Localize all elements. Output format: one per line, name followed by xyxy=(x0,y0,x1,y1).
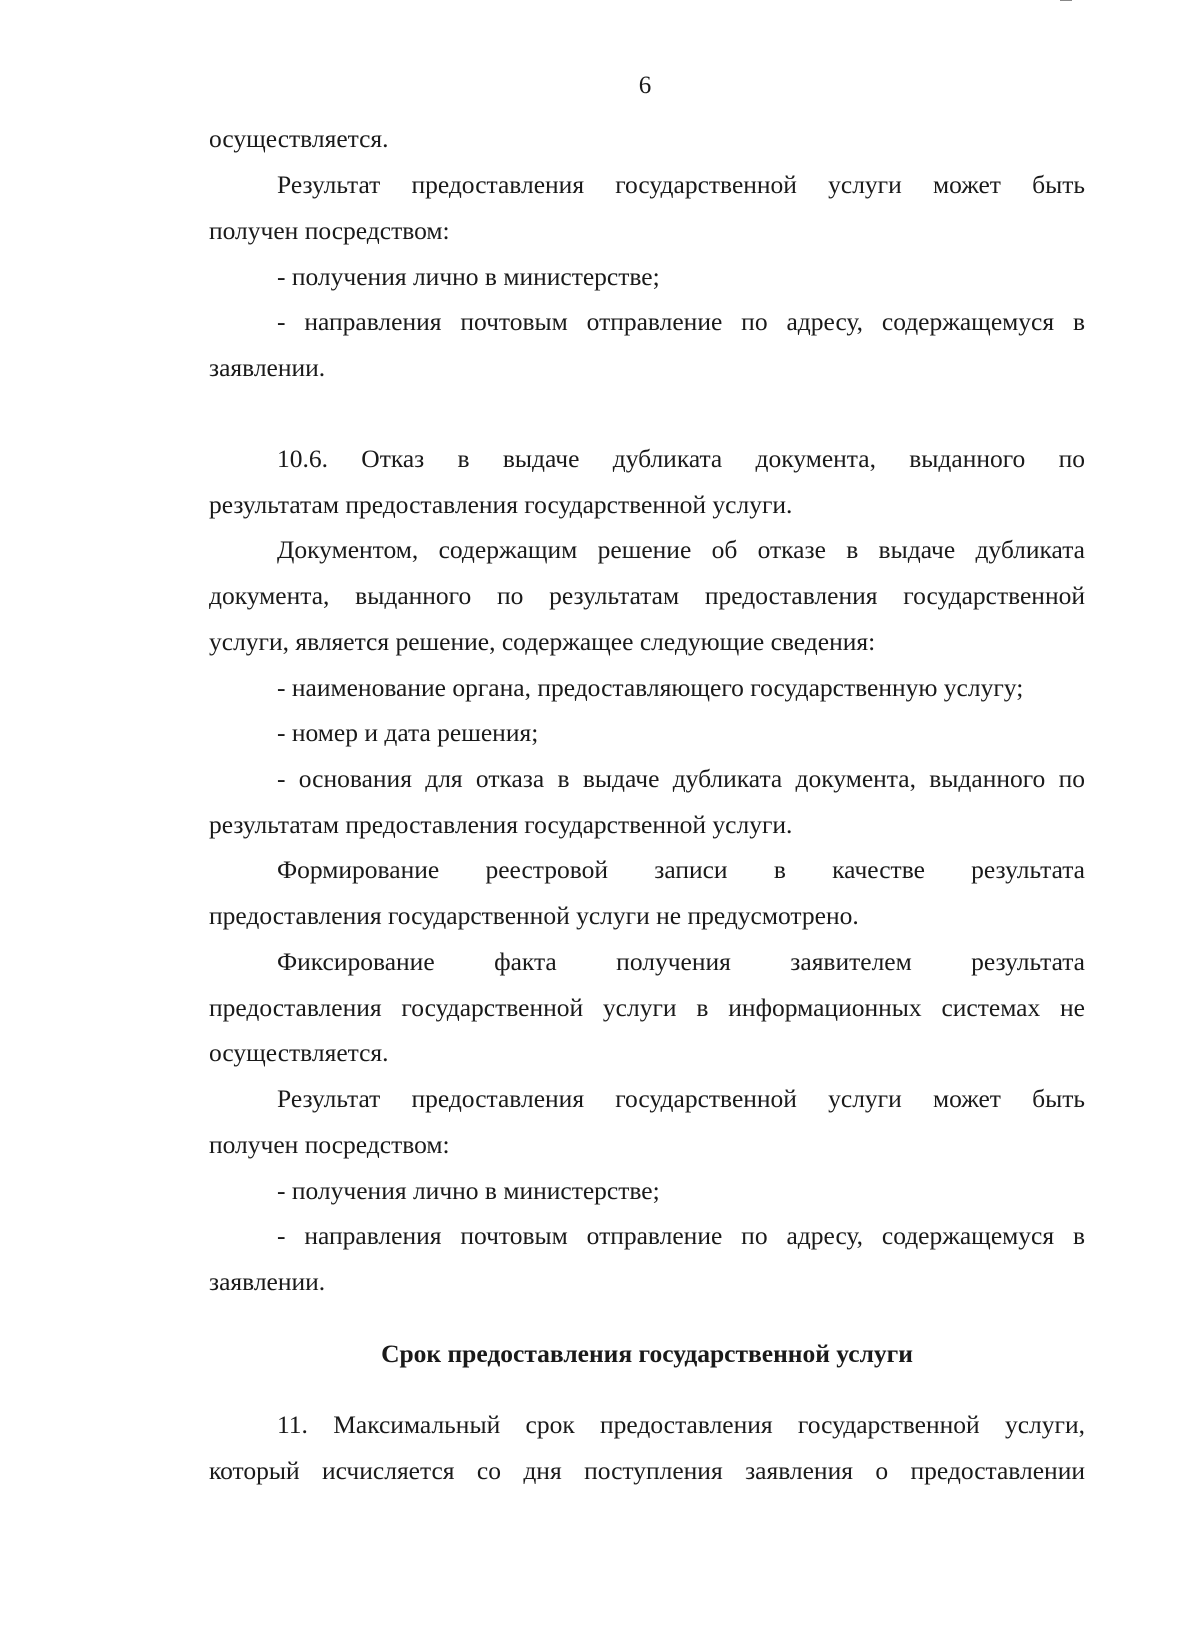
text-line: получен посредством: xyxy=(209,216,450,245)
scan-mark xyxy=(1060,0,1072,1)
list-item: - направления почтовым отправление по адресу, содержащемуся в xyxy=(277,307,1085,336)
list-item: - номер и дата решения; xyxy=(277,718,539,747)
list-item: - направления почтовым отправление по адресу, содержащемуся в xyxy=(277,1221,1085,1250)
text-line: заявлении. xyxy=(209,353,326,382)
list-item: - получения лично в министерстве; xyxy=(277,262,660,291)
text-line: осуществляется. xyxy=(209,1038,389,1067)
list-item: - получения лично в министерстве; xyxy=(277,1176,660,1205)
text-line: Результат предоставления государственной услуги может быть xyxy=(277,1084,1085,1113)
text-line: заявлении. xyxy=(209,1267,326,1296)
text-line: получен посредством: xyxy=(209,1130,450,1159)
list-item: - наименование органа, предоставляющего государственную услугу; xyxy=(277,673,1024,702)
page-number: 6 xyxy=(638,72,652,99)
text-line: Фиксирование факта получения заявителем результата xyxy=(277,947,1085,976)
text-line: услуги, является решение, содержащее следующие сведения: xyxy=(209,627,876,656)
text-line: результатам предоставления государственной услуги. xyxy=(209,810,793,839)
text-line: предоставления государственной услуги не предусмотрено. xyxy=(209,901,859,930)
text-line: документа, выданного по результатам предоставления государственной xyxy=(209,581,1085,610)
text-line: осуществляется. xyxy=(209,124,389,153)
text-line: который исчисляется со дня поступления заявления о предоставлении xyxy=(209,1456,1085,1485)
text-line: 11. Максимальный срок предоставления государственной услуги, xyxy=(277,1410,1085,1439)
section-heading-10-6: 10.6. Отказ в выдаче дубликата документа, выданного по xyxy=(277,444,1085,473)
text-line: Документом, содержащим решение об отказе в выдаче дубликата xyxy=(277,535,1085,564)
list-item: - основания для отказа в выдаче дубликата документа, выданного по xyxy=(277,764,1085,793)
text-line: предоставления государственной услуги в информационных системах не xyxy=(209,993,1085,1022)
text-line: Результат предоставления государственной услуги может быть xyxy=(277,170,1085,199)
text-line: Формирование реестровой записи в качестве результата xyxy=(277,855,1085,884)
section-title: Срок предоставления государственной услуги xyxy=(381,1339,913,1368)
text-line: результатам предоставления государственной услуги. xyxy=(209,490,793,519)
